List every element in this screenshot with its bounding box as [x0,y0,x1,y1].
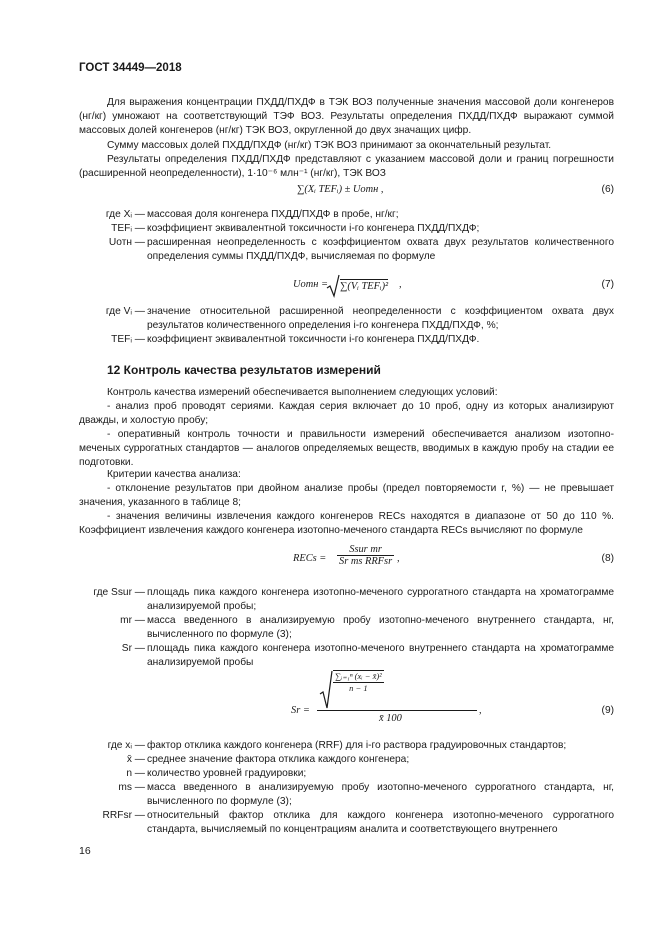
paragraph-results: Результаты определения ПХДД/ПХДФ представляют с указанием массовой доли и границ погрешности (расширенной неопределенности), 1·10⁻⁶ млн⁻¹ (нг/кг), ТЭК ВОЗ [79,154,614,180]
equation-9-lhs: Sr = [291,705,310,716]
equation-8-fraction [337,544,394,567]
equation-8-lhs: RECs = [293,553,327,564]
where-item [79,614,614,642]
where-text: массовая доля конгенера ПХДД/ПХДФ в пробе, нг/кг; [147,209,399,220]
where-symbol: где xᵢ — [107,740,145,751]
equation-7-number: (7) [601,279,614,290]
where-symbol: mr — [120,615,145,626]
equation-8 [79,544,614,576]
where-symbol: ms — [118,782,145,793]
equation-7-tail: , [399,279,402,290]
where-item [79,642,614,670]
where-item [79,236,614,264]
where-symbol: TEFᵢ — [111,223,145,234]
equation-8-denominator: Sr ms RRFsr [339,556,393,567]
equation-9-denominator: x̄ 100 [379,713,402,724]
where-text: коэффициент эквивалентной токсичности i-го конгенера ПХДД/ПХДФ; [147,223,480,234]
where-symbol: где Xᵢ — [105,209,145,220]
equation-7-radicand: ∑(Vᵢ TEFᵢ)² [340,281,389,292]
section-paragraph: - отклонение результатов при двойном анализе пробы (предел повторяемости r, %) — не превышает значения, указанного в таблице 8; [79,483,614,509]
where-text: площадь пика каждого конгенера изотопно-меченого внутреннего стандарта на хроматограмме анализируемой пробы [147,643,614,669]
where-text: количество уровней градуировки; [147,768,307,779]
where-symbol: Uотн — [108,237,145,248]
where-text: фактор отклика каждого конгенера (RRF) для i-го раствора градуировочных стандартов; [147,740,567,751]
section-paragraph: - оперативный контроль точности и правильности измерений обеспечивается анализом изотопно-меченых суррогатных стандартов — аналогов определяемых веществ, вводимых в каждую пробу на стадии ее подготовки. [79,429,614,469]
where-item [79,586,614,614]
equation-8-numerator: Ssur mr [337,544,394,556]
where-item [79,767,614,781]
section-paragraph: - значения величины извлечения каждого конгенеров RECs находятся в диапазоне от 50 до 110 %. Коэффициент извлечения каждого конгенера изотопно-меченого стандарта RECs вычисляют по формуле [79,511,614,537]
where-text: масса введенного в анализируемую пробу изотопно-меченого внутреннего стандарта, нг, вычисленного по формуле (3); [147,615,614,641]
where-text: коэффициент эквивалентной токсичности i-го конгенера ПХДД/ПХДФ. [147,334,480,345]
where-text: среднее значение фактора отклика каждого конгенера; [147,754,410,765]
equation-6 [79,184,614,202]
sqrt-sign-icon [319,670,333,710]
sqrt-sign-icon [326,274,340,298]
where-text: расширенная неопределенность с коэффициентом охвата двух результатов количественного определения суммы ПХДД/ПХДФ, вычисляемая по формуле [147,237,614,263]
where-symbol: где Ssur — [93,587,145,598]
where-text: относительный фактор отклика для каждого конгенера изотопно-меченого суррогатного стандарта, вычисляемый по концентрациям аналита и соответствующего внутреннего [147,810,614,836]
where-item [79,739,614,753]
equation-7-lhs: Uотн = [293,279,328,290]
equation-9-fraction-bar [317,710,477,711]
where-symbol: TEFᵢ — [111,334,145,345]
where-item [79,305,614,333]
where-text: масса введенного в анализируемую пробу изотопно-меченого суррогатного стандарта, нг, вычисленного по формуле (3); [147,782,614,808]
page-number: 16 [79,845,91,857]
section-title: 12 Контроль качества результатов измерений [107,363,381,377]
equation-8-number: (8) [601,553,614,564]
document-header: ГОСТ 34449—2018 [79,62,182,74]
section-paragraph: Критерии качества анализа: [107,469,241,480]
equation-8-tail: , [397,553,400,564]
where-text: значение относительной расширенной неопределенности с коэффициентом охвата двух результатов количественного определения i-го конгенера ПХДД/ПХДФ, %; [147,306,614,332]
section-paragraph: - анализ проб проводят сериями. Каждая серия включает до 10 проб, одну из которых анализируют дважды, и холостую пробу; [79,401,614,427]
paragraph-sum: Сумму массовых долей ПХДД/ПХДФ (нг/кг) ТЭК ВОЗ принимают за окончательный результат. [107,140,552,151]
where-symbol: Sr — [121,643,145,654]
where-item [79,753,614,767]
where-text: площадь пика каждого конгенера изотопно-меченого суррогатного стандарта на хроматограмме анализируемой пробы; [147,587,614,613]
where-item [79,208,614,222]
equation-6-number: (6) [601,184,614,195]
paragraph-concentration: Для выражения концентрации ПХДД/ПХДФ в ТЭК ВОЗ полученные значения массовой доли конгенеров (нг/кг) умножают на соответствующий ТЭФ ВОЗ. Результаты определения ПХДД/ПХДФ выражают суммой массовых долей конгенеров (нг/кг) ТЭК ВОЗ, округленной до двух значащих цифр. [79,97,614,137]
where-item [79,781,614,809]
equation-7 [79,274,614,300]
where-symbol: x̄ — [126,754,145,765]
equation-6-formula: ∑(Xᵢ TEFᵢ) ± Uотн , [297,184,384,195]
where-symbol: RRFsr — [102,810,145,821]
where-symbol: где Vᵢ — [105,306,145,317]
section-paragraph: Контроль качества измерений обеспечивается выполнением следующих условий: [107,387,498,398]
equation-9-number: (9) [601,705,614,716]
equation-9-tail: , [479,705,482,716]
where-symbol: n — [126,768,145,779]
where-item [79,809,614,837]
where-item [79,333,614,347]
equation-9-inner-numerator: ∑ᵢ₌₁ⁿ (xᵢ − x̄)² [335,671,382,681]
equation-9 [79,670,614,728]
equation-9-inner-fraction [333,670,384,693]
where-item [79,222,614,236]
equation-9-inner-denominator: n − 1 [349,683,368,693]
